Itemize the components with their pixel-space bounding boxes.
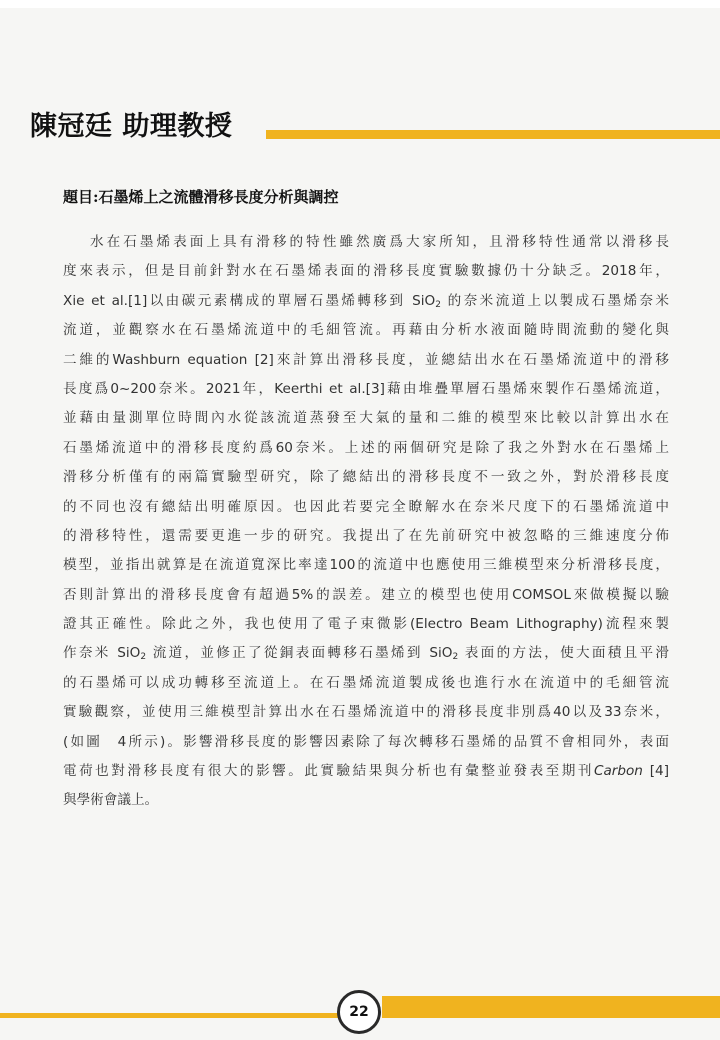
body-line [63, 463, 669, 492]
text-run: 實驗觀察，並使用三維模型計算出水在石墨烯流道中的滑移長度非別爲40以及33奈米， [63, 704, 669, 721]
text-run: 模型，並指出就算是在流道寬深比率達100的流道中也應使用三維模型來分析滑移長度， [63, 557, 669, 574]
body-line [63, 257, 669, 286]
article-body [63, 228, 669, 816]
article-subtitle: 題目:石墨烯上之流體滑移長度分析與調控 [63, 188, 339, 206]
heading-row [30, 107, 720, 147]
body-line [63, 669, 669, 698]
text-run: [4] [642, 763, 670, 780]
text-run: 否則計算出的滑移長度會有超過5%的誤差。建立的模型也使用COMSOL來做模擬以驗 [63, 586, 669, 603]
text-run: 二維的Washburn equation [2]來計算出滑移長度，並總結出水在石墨烯流道中的滑移 [63, 351, 669, 368]
text-run: 度來表示，但是目前針對水在石墨烯表面的滑移長度實驗數據仍十分缺乏。2018年， [63, 263, 669, 280]
text-run: 流道，並觀察水在石墨烯流道中的毛細管流。再藉由分析水液面隨時間流動的變化與 [63, 322, 669, 339]
body-line [63, 757, 669, 786]
text-run: 並藉由量測單位時間內水從該流道蒸發至大氣的量和二維的模型來比較以計算出水在 [63, 410, 669, 427]
subscript: 2 [452, 652, 459, 663]
footer-accent-left [0, 1013, 338, 1018]
body-line [63, 786, 669, 815]
page-number-badge: 22 [337, 990, 381, 1034]
body-line [63, 698, 669, 727]
body-line [63, 346, 669, 375]
body-line [63, 610, 669, 639]
text-run: 電荷也對滑移長度有很大的影響。此實驗結果與分析也有彙整並發表至期刊 [63, 763, 594, 780]
text-run: (如圖 4所示)。影響滑移長度的影響因素除了每次轉移石墨烯的品質不會相同外，表面 [63, 733, 669, 750]
body-line [63, 287, 669, 316]
text-run: 水在石墨烯表面上具有滑移的特性雖然廣爲大家所知，且滑移特性通常以滑移長 [90, 234, 669, 250]
text-run: 的滑移特性，還需要更進一步的研究。我提出了在先前研究中被忽略的三維速度分佈 [63, 527, 669, 544]
top-strip [0, 0, 720, 8]
text-run: 的奈米流道上以製成石墨烯奈米 [440, 292, 669, 309]
body-line [63, 404, 669, 433]
page-heading: 陳冠廷 助理教授 [30, 111, 233, 142]
text-run: 的石墨烯可以成功轉移至流道上。在石墨烯流道製成後也進行水在流道中的毛細管流 [63, 674, 669, 691]
text-run: Xie et al.[1]以由碳元素構成的單層石墨烯轉移到 SiO [63, 292, 436, 309]
text-run: 表面的方法，使大面積且平滑 [458, 645, 669, 662]
body-line [63, 228, 669, 257]
body-line [63, 316, 669, 345]
text-run: 與學術會議上。 [63, 792, 159, 809]
subscript: 2 [140, 652, 147, 663]
body-line [63, 639, 669, 668]
body-line [63, 522, 669, 551]
body-line [63, 434, 669, 463]
footer-accent-right [382, 996, 720, 1018]
text-run: 流道，並修正了從銅表面轉移石墨烯到 SiO [146, 645, 453, 662]
body-line [63, 551, 669, 580]
text-run: 作奈米 SiO [63, 645, 141, 662]
text-run: 長度爲0~200奈米。2021年，Keerthi et al.[3]藉由堆疊單層石墨烯來製作石墨烯流道， [63, 380, 669, 397]
body-line [63, 581, 669, 610]
text-run: 滑移分析僅有的兩篇實驗型研究，除了總結出的滑移長度不一致之外，對於滑移長度 [63, 469, 669, 486]
subscript: 2 [435, 299, 441, 310]
text-run: 的不同也沒有總結出明確原因。也因此若要完全瞭解水在奈米尺度下的石墨烯流道中 [63, 498, 669, 515]
heading-accent-bar [266, 130, 720, 139]
text-run: 石墨烯流道中的滑移長度約爲60奈米。上述的兩個研究是除了我之外對水在石墨烯上 [63, 439, 669, 456]
text-run: 證其正確性。除此之外，我也使用了電子束微影(Electro Beam Lithography)流程來製 [63, 616, 669, 633]
body-line [63, 375, 669, 404]
body-line [63, 493, 669, 522]
body-line [63, 728, 669, 757]
journal-name: Carbon [593, 763, 643, 780]
